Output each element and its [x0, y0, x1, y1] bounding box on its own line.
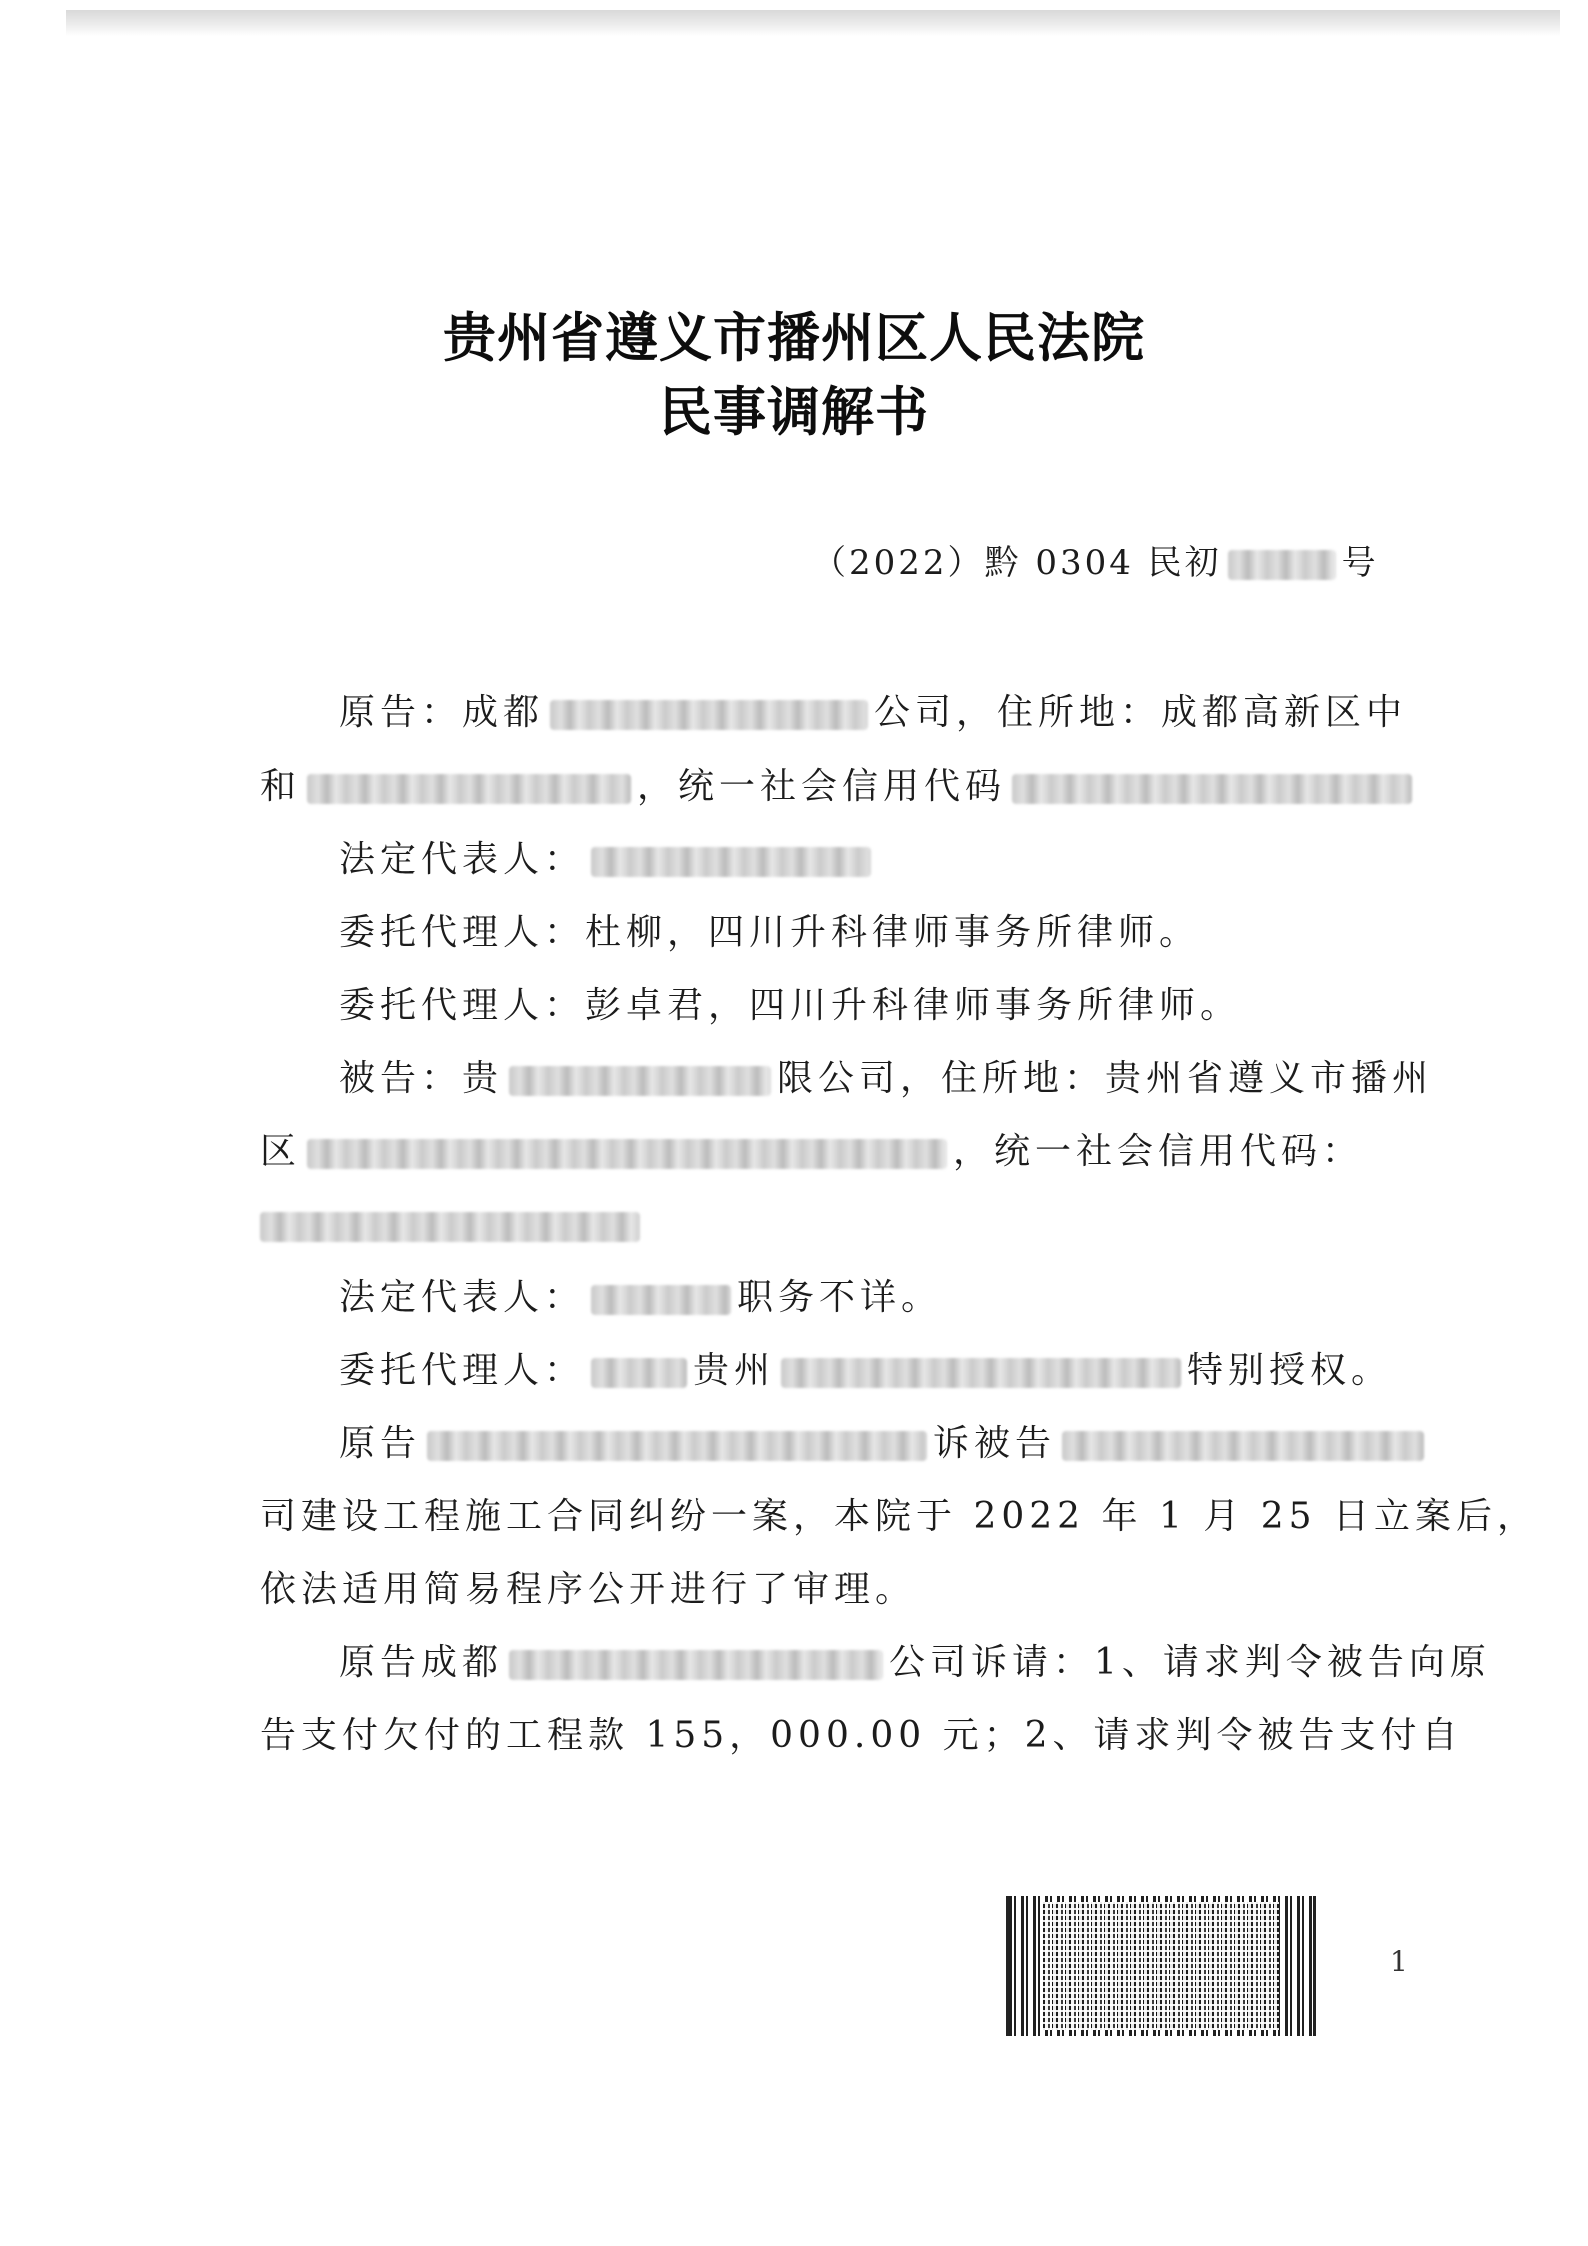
redacted-defendant-name — [509, 1066, 771, 1096]
case-summary-plaintiff: 原告 — [339, 1423, 422, 1464]
plaintiff-address: 公司，住所地：成都高新区中 — [874, 692, 1408, 733]
redacted-defendant-credit-code — [260, 1212, 640, 1242]
redacted-claims-plaintiff — [509, 1650, 883, 1680]
plaintiff-address-line — [260, 766, 1418, 807]
redacted-case-number — [1228, 550, 1336, 580]
redacted-plaintiff-name — [550, 700, 868, 730]
redacted-plaintiff-credit-code — [1012, 774, 1412, 804]
claims-line-1 — [339, 1642, 1491, 1683]
document-type: 民事调解书 — [659, 381, 929, 443]
redacted-defendant-address — [307, 1139, 947, 1169]
case-number — [812, 535, 1379, 584]
redacted-defendant-agent — [591, 1358, 687, 1388]
claims-text: 公司诉请：1、请求判令被告向原 — [889, 1642, 1491, 1683]
defendant-credit-code-line — [260, 1204, 646, 1245]
defendant-address: 限公司，住所地：贵州省遵义市播州 — [777, 1058, 1434, 1099]
defendant-line — [339, 1058, 1433, 1099]
defendant-agent-label: 委托代理人： — [339, 1350, 586, 1391]
redacted-defendant-agent-firm — [781, 1358, 1181, 1388]
defendant-agent-firm-start: 贵州 — [693, 1350, 776, 1391]
case-summary-line-2: 司建设工程施工合同纠纷一案，本院于 2022 年 1 月 25 日立案后， — [260, 1496, 1538, 1537]
court-name: 贵州省遵义市播州区人民法院 — [443, 307, 1145, 369]
scan-edge-shadow — [66, 10, 1560, 36]
case-number-suffix: 号 — [1341, 543, 1379, 583]
redacted-summary-defendant — [1062, 1431, 1424, 1461]
defendant-agent-line — [339, 1350, 1392, 1391]
redacted-summary-plaintiff — [427, 1431, 927, 1461]
case-summary-line-1 — [339, 1423, 1430, 1464]
defendant-legal-rep-position: 职务不详。 — [737, 1277, 943, 1318]
defendant-legal-rep-label: 法定代表人： — [339, 1277, 586, 1318]
defendant-agent-authority: 特别授权。 — [1187, 1350, 1393, 1391]
plaintiff-legal-rep-line — [339, 839, 877, 880]
defendant-address-line — [260, 1131, 1363, 1172]
legal-rep-label: 法定代表人： — [339, 839, 586, 880]
defendant-address-start: 区 — [260, 1131, 302, 1172]
agent-line-2: 委托代理人：彭卓君，四川升科律师事务所律师。 — [339, 985, 1242, 1026]
document-barcode — [1006, 1896, 1316, 2036]
claims-line-2: 告支付欠付的工程款 155，000.00 元；2、请求判令被告支付自 — [260, 1715, 1463, 1756]
defendant-label: 被告：贵 — [339, 1058, 504, 1099]
redacted-legal-rep — [591, 847, 871, 877]
defendant-credit-code-label: ，统一社会信用代码： — [953, 1131, 1364, 1172]
plaintiff-address-start: 和 — [260, 766, 302, 807]
claims-plaintiff: 原告成都 — [339, 1642, 504, 1683]
plaintiff-line — [339, 692, 1407, 733]
case-number-prefix: （2022）黔 0304 民初 — [812, 543, 1222, 583]
redacted-defendant-legal-rep — [591, 1285, 731, 1315]
defendant-legal-rep-line — [339, 1277, 942, 1318]
case-summary-line-3: 依法适用简易程序公开进行了审理。 — [260, 1569, 917, 1610]
redacted-plaintiff-address — [307, 774, 631, 804]
plaintiff-credit-code-label: ，统一社会信用代码 — [637, 766, 1007, 807]
case-summary-sues: 诉被告 — [933, 1423, 1057, 1464]
barcode-pattern — [1043, 1902, 1279, 2030]
page-number: 1 — [1390, 1945, 1408, 1978]
agent-line-1: 委托代理人：杜柳，四川升科律师事务所律师。 — [339, 912, 1201, 953]
plaintiff-label: 原告：成都 — [339, 692, 545, 733]
